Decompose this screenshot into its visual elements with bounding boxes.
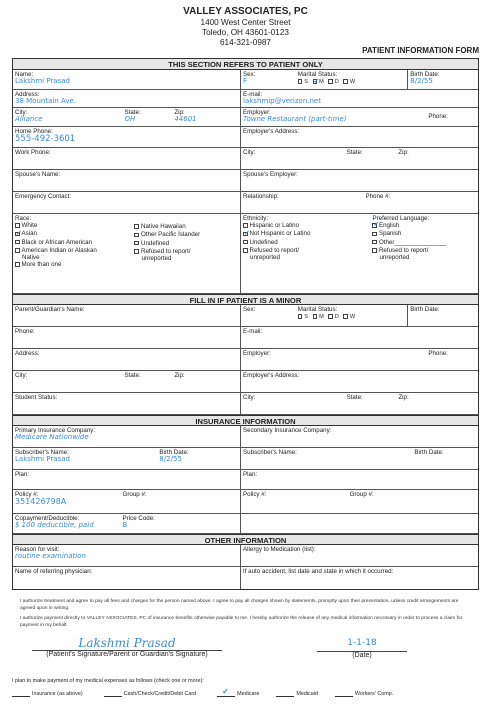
guardian-name-field[interactable] (13, 305, 240, 326)
minor-city-label: City: (15, 372, 28, 379)
primary-insurance-field[interactable] (13, 426, 240, 447)
sex-field[interactable] (240, 70, 296, 89)
referring-physician-label: Name of referring physician: (15, 568, 93, 575)
minor-zip-label: Zip: (174, 372, 185, 379)
minor-row-phone (13, 327, 478, 349)
primary-insurance-label: Primary Insurance Company: (15, 427, 96, 434)
birth-date-field[interactable] (407, 70, 478, 89)
race-option[interactable]: Refused to report/ unreported (134, 248, 214, 262)
employer-address-label: Employer's Address: (243, 128, 300, 135)
secondary-subscriber-field[interactable] (240, 448, 384, 469)
emergency-phone-field[interactable] (363, 192, 478, 213)
name-field[interactable] (13, 70, 240, 89)
language-label: Preferred Language: (372, 215, 430, 222)
reason-label: Reason for visit: (15, 546, 60, 553)
minor-employer-city-label: City: (243, 394, 256, 401)
minor-row-guardian (13, 305, 478, 327)
emergency-contact-label: Emergency Contact: (15, 193, 72, 200)
marital-label: Marital Status: (297, 71, 338, 78)
city-label: City: (15, 109, 28, 116)
insurance-row-policy (13, 490, 478, 514)
home-phone-field[interactable] (13, 127, 240, 147)
marital-d-checkbox[interactable] (328, 79, 333, 84)
minor-employer-address-label: Employer's Address: (243, 372, 300, 379)
subscriber-name-field[interactable] (13, 448, 157, 469)
employer-label: Employer: (243, 109, 271, 116)
minor-phone-label: Phone: (15, 328, 35, 335)
patient-information-form (12, 6, 479, 697)
subscriber-name-value: Lakshmi Prasad (15, 455, 70, 463)
patient-section (12, 58, 479, 590)
payment-option[interactable]: Cash/Check/Credit/Debit Card (104, 690, 197, 697)
other-section-title: OTHER INFORMATION (13, 534, 478, 545)
copay-field[interactable] (13, 514, 121, 533)
employer-phone-field[interactable] (396, 108, 478, 126)
birth-date-value: 8/2/55 (410, 77, 433, 85)
employer-zip-label: Zip: (398, 149, 409, 156)
patient-row-name (13, 70, 478, 90)
name-value: Lakshmi Prasad (15, 77, 70, 85)
employer-field[interactable] (240, 108, 396, 126)
patient-row-demographics (13, 214, 478, 294)
spouse-name-label: Spouse's Name: (15, 171, 61, 178)
minor-section-title: FILL IN IF PATIENT IS A MINOR (13, 294, 478, 305)
secondary-plan-field[interactable] (240, 470, 478, 489)
date-caption: (Date) (352, 651, 372, 659)
group-field[interactable] (121, 490, 240, 513)
zip-value: 44601 (174, 115, 197, 123)
payment-options (12, 690, 479, 697)
minor-marital-options: S M D W (298, 314, 358, 320)
minor-marital-m-checkbox[interactable] (313, 314, 318, 319)
minor-row-address (13, 349, 478, 371)
emergency-phone-label: Phone #: (365, 193, 391, 200)
insurance-row-company (13, 426, 478, 448)
employer-city-field[interactable] (240, 148, 345, 169)
minor-marital-s-checkbox[interactable] (298, 314, 303, 319)
patient-row-work-phone (13, 148, 478, 170)
address-value: 38 Mountain Ave. (15, 97, 77, 105)
minor-birth-label: Birth Date: (410, 306, 440, 313)
patient-row-spouse (13, 170, 478, 192)
company-name: VALLEY ASSOCIATES, PC (183, 6, 308, 17)
email-label: E-mail: (243, 91, 263, 98)
minor-birth-field[interactable] (407, 305, 478, 326)
student-status-label: Student Status: (15, 394, 58, 401)
language-option[interactable]: ✓English (372, 222, 476, 230)
race-option[interactable]: White (15, 222, 130, 230)
marital-m-checkbox[interactable] (313, 79, 318, 84)
language-option[interactable]: Refused to report/ unreported (372, 247, 452, 261)
email-value: lakshmip@verizon.net (243, 97, 321, 105)
ethnicity-option[interactable]: Refused to report/ unreported (243, 247, 323, 261)
form-title: PATIENT INFORMATION FORM (362, 46, 479, 55)
minor-employer-city-field[interactable] (240, 393, 345, 414)
ethnicity-option[interactable]: Undefined (243, 239, 368, 247)
employer-city-label: City: (243, 149, 256, 156)
race-option[interactable]: ✓Asian (15, 230, 130, 238)
race-option[interactable]: Black or African American (15, 239, 130, 247)
company-address-1: 1400 West Center Street (200, 18, 291, 27)
secondary-group-field[interactable] (348, 490, 478, 513)
sex-value: F (243, 77, 248, 85)
minor-employer-state-field[interactable] (345, 393, 397, 414)
employer-phone-label: Phone: (428, 113, 448, 120)
address-field[interactable] (13, 90, 240, 107)
patient-row-emergency (13, 192, 478, 214)
student-status-field[interactable] (13, 393, 240, 414)
employer-value: Towne Restaurant (part-time) (243, 115, 347, 123)
emergency-contact-field[interactable] (13, 192, 240, 213)
race-group-2 (132, 214, 240, 293)
email-field[interactable] (240, 90, 478, 107)
group-label: Group #: (122, 491, 147, 498)
secondary-policy-field[interactable] (240, 490, 348, 513)
allergy-field[interactable] (240, 545, 478, 566)
ethnicity-group (240, 214, 370, 293)
secondary-insurance-field[interactable] (240, 426, 478, 447)
zip-label: Zip: (174, 109, 185, 116)
subscriber-birth-value: 8/2/55 (159, 455, 182, 463)
policy-value: 351426798A (15, 497, 67, 506)
reason-value: routine examination (15, 552, 86, 560)
minor-employer-field[interactable] (240, 349, 396, 370)
primary-insurance-value: Medicare Nationwide (15, 433, 89, 441)
company-phone: 614-321-0987 (220, 37, 271, 47)
secondary-birth-label: Birth Date: (414, 449, 444, 456)
state-field[interactable] (123, 108, 173, 126)
subscriber-birth-label: Birth Date: (159, 449, 189, 456)
race-option[interactable]: Undefined (134, 240, 238, 248)
copay-value: $ 100 deductible, paid (15, 521, 94, 529)
company-address-2: Toledo, OH 43601-0123 (202, 27, 289, 37)
work-phone-field[interactable] (13, 148, 240, 169)
ethnicity-option[interactable]: ✓Not Hispanic or Latino (243, 230, 368, 238)
reason-field[interactable] (13, 545, 240, 566)
relationship-field[interactable] (240, 192, 363, 213)
minor-marital-field (296, 305, 408, 326)
form-header (12, 6, 479, 48)
signature-block[interactable] (32, 636, 222, 658)
race-option[interactable]: Other Pacific Islander (134, 231, 238, 239)
secondary-subscriber-label: Subscriber's Name: (243, 449, 297, 456)
secondary-group-label: Group #: (349, 491, 374, 498)
auto-accident-field[interactable] (240, 567, 478, 589)
date-block[interactable] (317, 639, 407, 659)
spouse-name-field[interactable] (13, 170, 240, 191)
minor-marital-d-checkbox[interactable] (328, 314, 333, 319)
insurance-row-plan (13, 470, 478, 490)
minor-city-field[interactable] (13, 371, 123, 392)
race-group (13, 214, 132, 293)
patient-row-home-phone (13, 127, 478, 148)
price-code-value: B (122, 521, 128, 529)
subscriber-birth-field[interactable] (157, 448, 240, 469)
employer-zip-field[interactable] (396, 148, 478, 169)
home-phone-value: 555-492-3601 (15, 134, 76, 144)
ethnicity-label: Ethnicity: (243, 215, 269, 222)
marital-w-checkbox[interactable] (343, 79, 348, 84)
minor-row-student (13, 393, 478, 415)
address-label: Address: (15, 91, 40, 98)
city-field[interactable] (13, 108, 123, 126)
other-row-referring (13, 567, 478, 589)
race-option[interactable]: American Indian or Alaskan Native (15, 247, 105, 261)
minor-sex-label: Sex: (243, 306, 256, 313)
minor-employer-phone-label: Phone: (428, 350, 448, 357)
minor-employer-zip-label: Zip: (398, 394, 409, 401)
secondary-plan-label: Plan: (243, 471, 258, 478)
state-label: State: (124, 109, 141, 116)
minor-phone-field[interactable] (13, 327, 240, 348)
patient-row-address (13, 90, 478, 108)
race-option[interactable]: More than one (15, 261, 130, 269)
language-option[interactable]: Other_______________ (372, 239, 476, 247)
minor-address-label: Address: (15, 350, 40, 357)
copay-label: Copayment/Deductible: (15, 515, 80, 522)
city-value: Alliance (15, 115, 43, 123)
policy-field[interactable] (13, 490, 121, 513)
other-row-reason (13, 545, 478, 567)
zip-field[interactable] (172, 108, 240, 126)
insurance-row-copay (13, 514, 478, 534)
birth-date-label: Birth Date: (410, 71, 440, 78)
employer-state-field[interactable] (345, 148, 397, 169)
minor-address-field[interactable] (13, 349, 240, 370)
subscriber-name-label: Subscriber's Name: (15, 449, 69, 456)
language-group (370, 214, 478, 293)
authorization-text (12, 596, 479, 632)
home-phone-label: Home Phone: (15, 128, 53, 135)
authorization-paragraph-1: I authorize treatment and agree to pay all fees and charges for the person named above. I agree to pay all charges shown by statements, promptly upon their presentation, unless credit arrangements are agreed upon in writing. (20, 599, 459, 611)
minor-email-field[interactable] (240, 327, 478, 348)
minor-zip-field[interactable] (172, 371, 240, 392)
minor-employer-zip-field[interactable] (396, 393, 478, 414)
authorization-paragraph-2: I authorize payment directly to VALLEY ASSOCIATES, PC of insurance benefits otherwise payable to me. I hereby authorize the release of any medical information necessary in order to process a claim for payment in my behalf. (20, 615, 463, 628)
minor-email-label: E-mail: (243, 328, 263, 335)
payment-option[interactable]: Workers' Comp. (335, 690, 393, 697)
relationship-label: Relationship: (243, 193, 279, 200)
auto-accident-label: If auto accident, list date and state in which it occurred: (243, 568, 394, 575)
minor-employer-label: Employer: (243, 350, 271, 357)
minor-marital-w-checkbox[interactable] (343, 314, 348, 319)
minor-employer-address-field[interactable] (240, 371, 478, 392)
minor-sex-field[interactable] (240, 305, 296, 326)
patient-section-title: THIS SECTION REFERS TO PATIENT ONLY (13, 59, 478, 70)
race-option[interactable]: Native Hawaiian (134, 223, 238, 231)
payment-option[interactable]: Medicaid (276, 690, 318, 697)
work-phone-label: Work Phone: (15, 149, 51, 156)
race-label: Race: (15, 215, 32, 222)
patient-row-city (13, 108, 478, 127)
allergy-label: Allergy to Medication (list): (243, 546, 316, 553)
plan-field[interactable] (13, 470, 240, 489)
payment-option[interactable]: ✓ Medicare (217, 690, 259, 697)
secondary-insurance-label: Secondary Insurance Company: (243, 427, 332, 434)
name-label: Name: (15, 71, 34, 78)
insurance-section-title: INSURANCE INFORMATION (13, 415, 478, 426)
spouse-employer-field[interactable] (240, 170, 478, 191)
signature-date: 1-1-18 (347, 638, 377, 648)
minor-state-field[interactable] (123, 371, 173, 392)
guardian-name-label: Parent/Guardian's Name: (15, 306, 85, 313)
insurance-row-subscriber (13, 448, 478, 470)
secondary-policy-label: Policy #: (243, 491, 267, 498)
secondary-birth-field[interactable] (384, 448, 478, 469)
signature-caption: (Patient's Signature/Parent or Guardian's Signature) (46, 651, 208, 658)
copay-empty-cell (240, 514, 478, 533)
price-code-field[interactable] (121, 514, 240, 533)
sex-label: Sex: (243, 71, 256, 78)
marital-field (296, 70, 408, 89)
payment-option[interactable]: Insurance (as above) (12, 690, 83, 697)
plan-label: Plan: (15, 471, 30, 478)
ethnicity-option[interactable]: Hispanic or Latino (243, 222, 368, 230)
marital-s-checkbox[interactable] (298, 79, 303, 84)
employer-state-label: State: (346, 149, 363, 156)
referring-physician-field[interactable] (13, 567, 240, 589)
minor-marital-label: Marital Status: (297, 306, 338, 313)
policy-label: Policy #: (15, 491, 39, 498)
state-value: OH (124, 115, 136, 123)
marital-options: S ✓ M D W (298, 79, 358, 85)
spouse-employer-label: Spouse's Employer: (243, 171, 298, 178)
minor-row-city (13, 371, 478, 393)
patient-signature: Lakshmi Prasad (78, 636, 176, 650)
language-option[interactable]: Spanish (372, 230, 476, 238)
minor-state-label: State: (124, 372, 141, 379)
price-code-label: Price Code: (122, 515, 155, 522)
payment-intro: I plan to make payment of my medical expenses as follows (check one or more): (12, 678, 204, 684)
minor-employer-state-label: State: (346, 394, 363, 401)
minor-employer-phone-field[interactable] (396, 349, 478, 370)
employer-address-field[interactable] (240, 127, 478, 147)
